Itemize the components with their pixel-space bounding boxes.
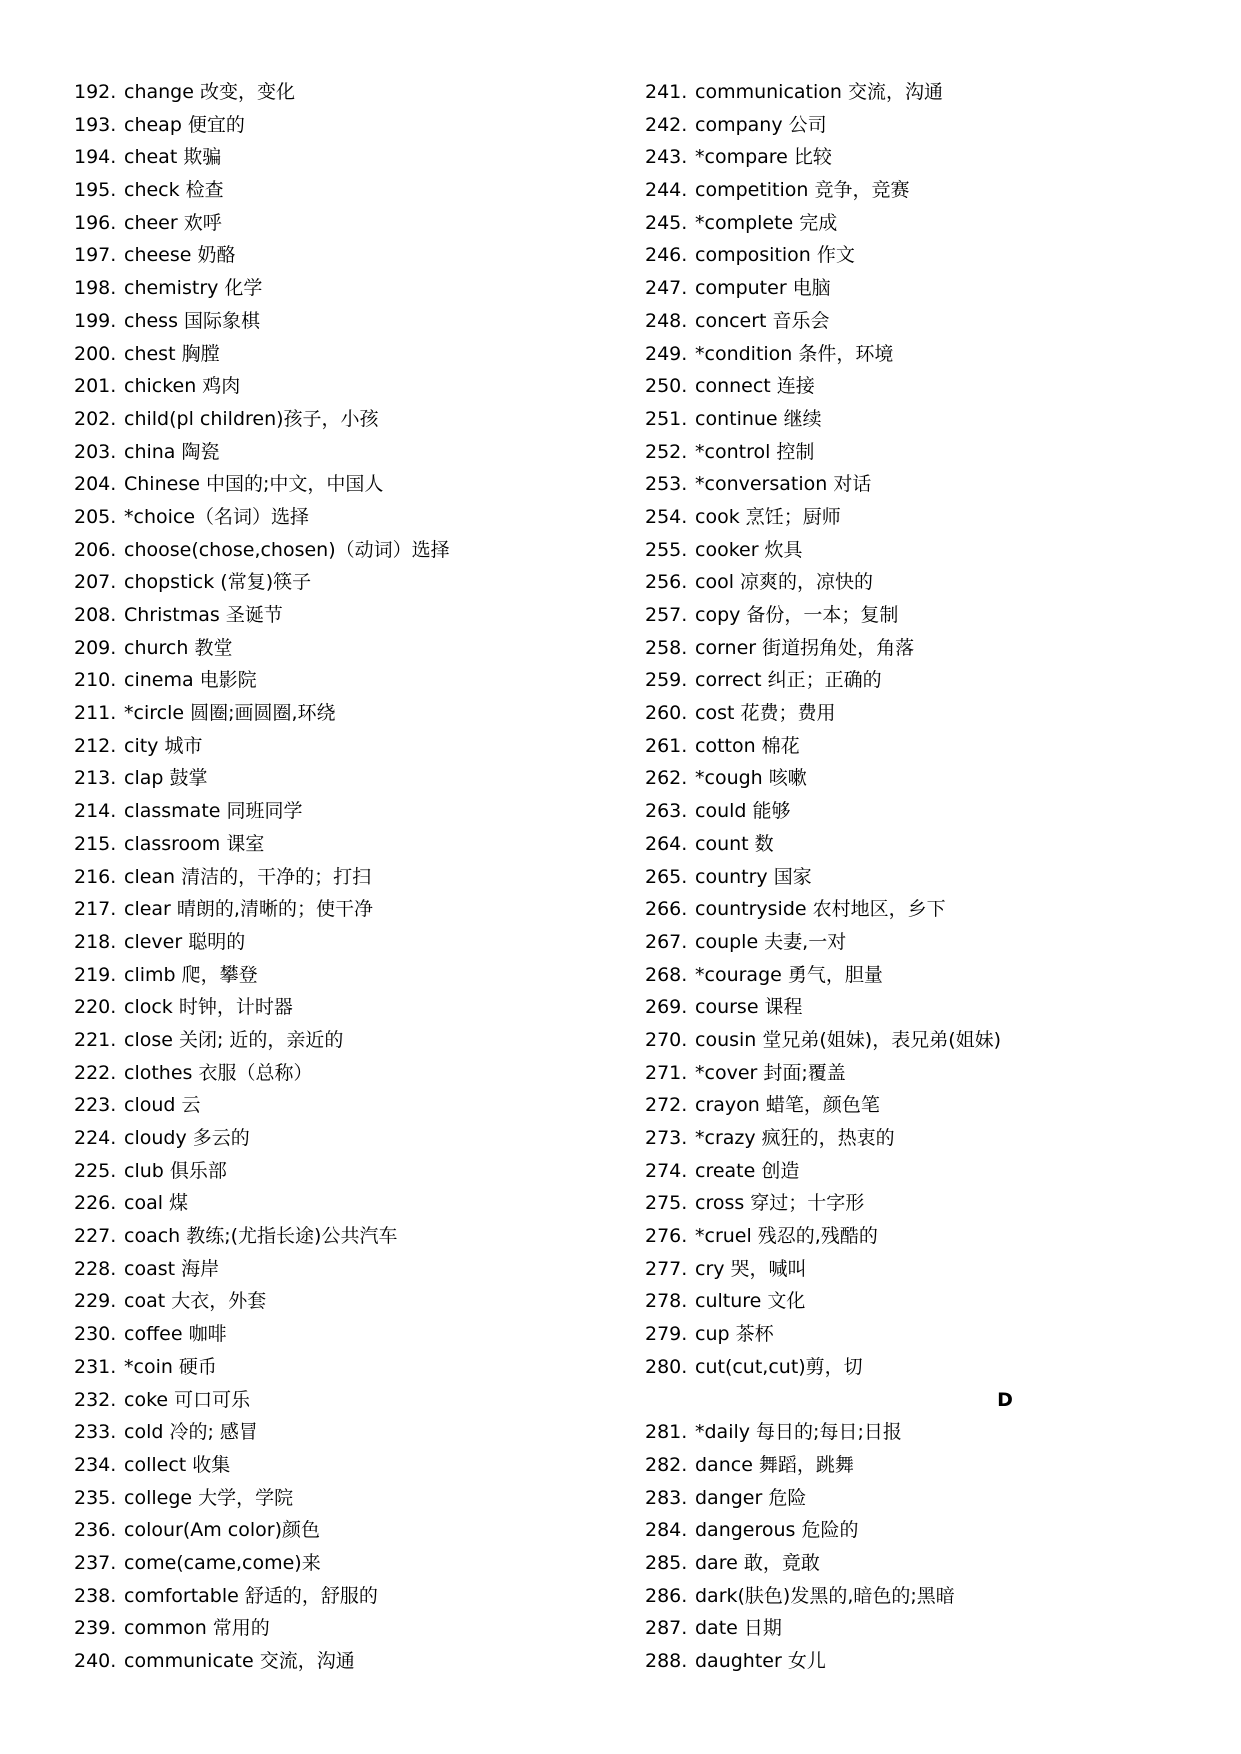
entry-number: 209. <box>74 636 117 659</box>
vocab-entry <box>645 174 1205 207</box>
entry-text: Chinese 中国的;中文，中国人 <box>124 473 384 496</box>
entry-text: computer 电脑 <box>695 277 831 300</box>
vocab-entry <box>645 730 1205 763</box>
entry-number: 203. <box>74 440 117 463</box>
entry-text: chess 国际象棋 <box>124 309 261 332</box>
entry-number: 245. <box>645 211 688 234</box>
entry-number: 196. <box>74 211 117 234</box>
vocab-entry <box>645 566 1205 599</box>
entry-number: 232. <box>74 1388 117 1411</box>
entry-number: 213. <box>74 767 117 790</box>
entry-number: 235. <box>74 1486 117 1509</box>
vocab-entry <box>74 1416 634 1449</box>
vocab-entry <box>74 1285 634 1318</box>
vocab-entry <box>645 828 1205 861</box>
vocab-entry <box>74 795 634 828</box>
entry-text: cooker 炊具 <box>695 538 803 561</box>
entry-text: company 公司 <box>695 113 827 136</box>
entry-number: 224. <box>74 1127 117 1149</box>
entry-text: danger 危险 <box>695 1486 807 1509</box>
entry-text: cheer 欢呼 <box>124 211 222 234</box>
vocab-entry <box>74 959 634 992</box>
vocab-entry <box>645 991 1205 1024</box>
vocab-entry <box>645 1416 1205 1449</box>
vocab-entry <box>74 174 634 207</box>
vocab-entry <box>74 697 634 730</box>
entry-text: dare 敢，竟敢 <box>695 1551 820 1574</box>
entry-number: 247. <box>645 277 688 300</box>
entry-number: 237. <box>74 1551 117 1574</box>
vocab-entry <box>74 991 634 1024</box>
entry-text: coal 煤 <box>124 1192 189 1215</box>
entry-text: come(came,come)来 <box>124 1551 321 1574</box>
vocab-entry <box>645 436 1205 469</box>
entry-text: coast 海岸 <box>124 1257 220 1280</box>
vocab-entry <box>645 370 1205 403</box>
vocab-entry <box>74 1155 634 1188</box>
entry-number: 234. <box>74 1453 117 1476</box>
entry-number: 204. <box>74 473 117 496</box>
entry-number: 287. <box>645 1617 688 1640</box>
entry-text: cousin 堂兄弟(姐妹)，表兄弟(姐妹) <box>695 1028 1002 1051</box>
entry-number: 231. <box>74 1355 117 1378</box>
vocab-entry <box>645 76 1205 109</box>
entry-text: chicken 鸡肉 <box>124 375 241 398</box>
entry-number: 208. <box>74 604 117 626</box>
vocab-entry <box>74 1449 634 1482</box>
entry-text: chest 胸膛 <box>124 342 220 365</box>
entry-text: dangerous 危险的 <box>695 1519 859 1542</box>
entry-number: 222. <box>74 1061 117 1084</box>
entry-number: 267. <box>645 930 688 953</box>
entry-text: child(pl children)孩子，小孩 <box>124 407 379 430</box>
entry-number: 218. <box>74 930 117 953</box>
entry-number: 243. <box>645 146 688 169</box>
vocab-entry <box>645 893 1205 926</box>
entry-number: 206. <box>74 538 117 561</box>
entry-text: could 能够 <box>695 800 791 823</box>
entry-text: *control 控制 <box>695 440 815 463</box>
vocab-entry <box>645 305 1205 338</box>
vocab-entry <box>74 1351 634 1384</box>
vocab-entry <box>74 1057 634 1090</box>
entry-text: cup 茶杯 <box>695 1323 774 1346</box>
vocab-entry <box>74 1514 634 1547</box>
entry-number: 271. <box>645 1061 688 1084</box>
vocab-entry <box>645 762 1205 795</box>
vocab-entry <box>74 403 634 436</box>
entry-text: check 检查 <box>124 179 224 202</box>
entry-text: countryside 农村地区，乡下 <box>695 898 946 921</box>
vocab-entry <box>645 109 1205 142</box>
entry-text: concert 音乐会 <box>695 309 830 332</box>
entry-text: composition 作文 <box>695 244 855 267</box>
entry-number: 199. <box>74 309 117 332</box>
entry-number: 198. <box>74 277 117 300</box>
entry-text: cloudy 多云的 <box>124 1127 250 1149</box>
entry-text: clever 聪明的 <box>124 930 246 953</box>
vocab-entry <box>645 1089 1205 1122</box>
entry-text: cool 凉爽的，凉快的 <box>695 571 874 594</box>
entry-text: *daily 每日的;每日;日报 <box>695 1421 902 1444</box>
vocab-entry <box>645 141 1205 174</box>
vocab-entry <box>74 893 634 926</box>
vocab-entry <box>74 1089 634 1122</box>
entry-text: *cover 封面;覆盖 <box>695 1061 846 1084</box>
entry-number: 251. <box>645 407 688 430</box>
entry-number: 280. <box>645 1355 688 1378</box>
entry-text: count 数 <box>695 832 774 855</box>
entry-text: *cruel 残忍的,残酷的 <box>695 1225 878 1248</box>
entry-text: *condition 条件，环境 <box>695 342 894 365</box>
entry-number: 200. <box>74 342 117 365</box>
entry-text: clothes 衣服（总称） <box>124 1061 313 1084</box>
entry-number: 275. <box>645 1192 688 1215</box>
entry-number: 273. <box>645 1127 688 1149</box>
entry-number: 225. <box>74 1159 117 1182</box>
vocab-entry <box>74 370 634 403</box>
entry-number: 258. <box>645 636 688 659</box>
entry-text: *coin 硬币 <box>124 1355 217 1378</box>
entry-number: 210. <box>74 669 117 692</box>
entry-number: 207. <box>74 571 117 594</box>
entry-number: 282. <box>645 1453 688 1476</box>
vocab-entry <box>645 468 1205 501</box>
entry-text: cost 花费；费用 <box>695 702 836 725</box>
entry-text: choose(chose,chosen)（动词）选择 <box>124 538 450 561</box>
vocab-entry <box>645 1514 1205 1547</box>
entry-number: 220. <box>74 996 117 1019</box>
vocab-entry <box>74 239 634 272</box>
entry-number: 283. <box>645 1486 688 1509</box>
entry-text: classmate 同班同学 <box>124 800 303 823</box>
entry-number: 279. <box>645 1323 688 1346</box>
vocab-entry <box>74 1547 634 1580</box>
entry-text: clap 鼓掌 <box>124 767 208 790</box>
entry-number: 266. <box>645 898 688 921</box>
entry-text: common 常用的 <box>124 1617 270 1640</box>
vocab-entry <box>645 1253 1205 1286</box>
vocab-entry <box>645 1449 1205 1482</box>
entry-text: clock 时钟，计时器 <box>124 996 293 1019</box>
vocab-entry <box>645 664 1205 697</box>
entry-number: 261. <box>645 734 688 757</box>
vocab-entry <box>74 272 634 305</box>
entry-number: 192. <box>74 81 117 103</box>
entry-text: collect 收集 <box>124 1453 231 1476</box>
entry-text: *complete 完成 <box>695 211 838 234</box>
entry-text: *crazy 疯狂的，热衷的 <box>695 1127 895 1149</box>
vocab-entry <box>74 1645 634 1678</box>
entry-text: classroom 课室 <box>124 832 265 855</box>
entry-number: 201. <box>74 375 117 398</box>
vocab-entry <box>645 1187 1205 1220</box>
vocab-entry <box>645 338 1205 371</box>
entry-number: 263. <box>645 800 688 823</box>
entry-text: cinema 电影院 <box>124 669 257 692</box>
left-column <box>74 76 634 1678</box>
entry-number: 286. <box>645 1584 688 1607</box>
vocab-entry <box>645 1612 1205 1645</box>
vocab-entry <box>74 828 634 861</box>
entry-number: 272. <box>645 1094 688 1117</box>
vocab-entry <box>645 1580 1205 1613</box>
entry-text: city 城市 <box>124 734 203 757</box>
vocab-entry <box>74 1253 634 1286</box>
entry-number: 264. <box>645 832 688 855</box>
entry-number: 195. <box>74 179 117 202</box>
vocab-entry <box>645 1155 1205 1188</box>
entry-number: 265. <box>645 865 688 888</box>
entry-text: coat 大衣，外套 <box>124 1290 267 1313</box>
vocab-entry <box>74 599 634 632</box>
entry-text: Christmas 圣诞节 <box>124 604 283 626</box>
entry-number: 246. <box>645 244 688 267</box>
entry-text: course 课程 <box>695 996 803 1019</box>
vocab-entry <box>74 534 634 567</box>
entry-number: 252. <box>645 440 688 463</box>
entry-number: 194. <box>74 146 117 169</box>
entry-text: club 俱乐部 <box>124 1159 227 1182</box>
vocab-entry <box>74 1580 634 1613</box>
vocab-entry <box>74 76 634 109</box>
entry-number: 239. <box>74 1617 117 1640</box>
entry-text: *compare 比较 <box>695 146 832 169</box>
entry-number: 277. <box>645 1257 688 1280</box>
entry-text: copy 备份，一本；复制 <box>695 604 899 626</box>
entry-number: 227. <box>74 1225 117 1248</box>
entry-text: country 国家 <box>695 865 812 888</box>
entry-number: 250. <box>645 375 688 398</box>
section-letter-heading: D <box>997 1388 1013 1411</box>
vocab-entry <box>645 1318 1205 1351</box>
vocab-entry <box>74 1024 634 1057</box>
entry-text: *cough 咳嗽 <box>695 767 807 790</box>
entry-text: cheap 便宜的 <box>124 113 245 136</box>
entry-text: colour(Am color)颜色 <box>124 1519 320 1542</box>
entry-number: 212. <box>74 734 117 757</box>
vocab-entry <box>74 468 634 501</box>
entry-number: 253. <box>645 473 688 496</box>
entry-number: 221. <box>74 1028 117 1051</box>
vocab-entry <box>645 926 1205 959</box>
entry-number: 242. <box>645 113 688 136</box>
entry-text: create 创造 <box>695 1159 800 1182</box>
entry-number: 240. <box>74 1650 117 1672</box>
entry-text: college 大学，学院 <box>124 1486 294 1509</box>
entry-text: coke 可口可乐 <box>124 1388 251 1411</box>
entry-number: 281. <box>645 1421 688 1444</box>
entry-number: 255. <box>645 538 688 561</box>
entry-number: 276. <box>645 1225 688 1248</box>
entry-text: cheese 奶酪 <box>124 244 236 267</box>
entry-text: date 日期 <box>695 1617 782 1640</box>
vocab-entry <box>645 599 1205 632</box>
entry-text: climb 爬，攀登 <box>124 963 258 986</box>
entry-number: 238. <box>74 1584 117 1607</box>
vocab-entry <box>74 109 634 142</box>
entry-text: comfortable 舒适的，舒服的 <box>124 1584 378 1607</box>
entry-text: church 教堂 <box>124 636 233 659</box>
entry-number: 248. <box>645 309 688 332</box>
vocab-entry <box>645 239 1205 272</box>
vocab-entry <box>74 338 634 371</box>
entry-text: cheat 欺骗 <box>124 146 222 169</box>
vocab-entry <box>74 632 634 665</box>
vocab-entry <box>645 1547 1205 1580</box>
entry-text: china 陶瓷 <box>124 440 220 463</box>
entry-number: 229. <box>74 1290 117 1313</box>
vocab-entry <box>645 795 1205 828</box>
entry-number: 193. <box>74 113 117 136</box>
entry-number: 215. <box>74 832 117 855</box>
entry-number: 205. <box>74 505 117 528</box>
vocab-entry <box>74 207 634 240</box>
entry-number: 202. <box>74 407 117 430</box>
entry-number: 274. <box>645 1159 688 1182</box>
entry-number: 285. <box>645 1551 688 1574</box>
vocab-entry <box>645 403 1205 436</box>
vocab-entry <box>74 566 634 599</box>
vocab-entry <box>645 1482 1205 1515</box>
vocab-entry <box>74 730 634 763</box>
entry-text: culture 文化 <box>695 1290 806 1313</box>
entry-text: correct 纠正；正确的 <box>695 669 882 692</box>
entry-number: 249. <box>645 342 688 365</box>
entry-text: couple 夫妻,一对 <box>695 930 847 953</box>
entry-number: 259. <box>645 669 688 692</box>
vocab-entry <box>74 664 634 697</box>
vocab-entry <box>74 1384 634 1417</box>
vocab-entry <box>74 1612 634 1645</box>
entry-text: cry 哭，喊叫 <box>695 1257 807 1280</box>
entry-number: 268. <box>645 963 688 986</box>
entry-text: cloud 云 <box>124 1094 201 1117</box>
vocab-entry <box>645 1351 1205 1384</box>
entry-text: communication 交流，沟通 <box>695 81 943 103</box>
entry-number: 226. <box>74 1192 117 1215</box>
vocab-entry <box>645 1122 1205 1155</box>
entry-number: 233. <box>74 1421 117 1444</box>
entry-number: 236. <box>74 1519 117 1542</box>
vocab-entry <box>74 501 634 534</box>
vocab-entry <box>74 1220 634 1253</box>
vocab-entry <box>645 1645 1205 1678</box>
entry-number: 284. <box>645 1519 688 1542</box>
entry-text: *courage 勇气，胆量 <box>695 963 883 986</box>
entry-number: 260. <box>645 702 688 725</box>
entry-number: 257. <box>645 604 688 626</box>
vocab-entry <box>74 141 634 174</box>
entry-number: 288. <box>645 1650 688 1672</box>
vocab-entry <box>74 305 634 338</box>
entry-number: 216. <box>74 865 117 888</box>
entry-number: 254. <box>645 505 688 528</box>
entry-text: dance 舞蹈，跳舞 <box>695 1453 854 1476</box>
entry-text: cut(cut,cut)剪，切 <box>695 1355 863 1378</box>
entry-number: 270. <box>645 1028 688 1051</box>
entry-number: 262. <box>645 767 688 790</box>
entry-text: cross 穿过；十字形 <box>695 1192 865 1215</box>
vocab-entry <box>645 632 1205 665</box>
vocab-entry <box>74 926 634 959</box>
entry-text: coach 教练;(尤指长途)公共汽车 <box>124 1225 398 1248</box>
entry-text: close 关闭; 近的，亲近的 <box>124 1028 344 1051</box>
entry-text: coffee 咖啡 <box>124 1323 227 1346</box>
entry-text: competition 竞争，竞赛 <box>695 179 910 202</box>
entry-number: 214. <box>74 800 117 823</box>
vocab-entry <box>74 1482 634 1515</box>
entry-text: communicate 交流，沟通 <box>124 1650 355 1672</box>
entry-text: continue 继续 <box>695 407 822 430</box>
vocab-entry <box>645 1057 1205 1090</box>
vocab-entry <box>645 534 1205 567</box>
entry-text: clean 清洁的，干净的；打扫 <box>124 865 372 888</box>
vocab-entry <box>645 861 1205 894</box>
entry-text: chopstick (常复)筷子 <box>124 571 312 594</box>
vocab-entry <box>645 501 1205 534</box>
entry-text: cotton 棉花 <box>695 734 800 757</box>
entry-number: 269. <box>645 996 688 1019</box>
entry-text: change 改变，变化 <box>124 81 295 103</box>
entry-text: connect 连接 <box>695 375 815 398</box>
entry-number: 197. <box>74 244 117 267</box>
vocab-entry <box>74 1318 634 1351</box>
entry-text: daughter 女儿 <box>695 1650 826 1672</box>
entry-text: *circle 圆圈;画圆圈,环绕 <box>124 702 336 725</box>
vocab-entry <box>74 436 634 469</box>
entry-text: dark(肤色)发黑的,暗色的;黑暗 <box>695 1584 955 1607</box>
entry-number: 217. <box>74 898 117 921</box>
vocab-entry <box>74 861 634 894</box>
entry-number: 256. <box>645 571 688 594</box>
entry-number: 228. <box>74 1257 117 1280</box>
vocab-entry <box>645 272 1205 305</box>
vocab-entry <box>645 207 1205 240</box>
entry-text: *conversation 对话 <box>695 473 872 496</box>
vocab-entry <box>74 1122 634 1155</box>
vocab-entry <box>645 959 1205 992</box>
vocab-entry <box>74 762 634 795</box>
entry-text: clear 晴朗的,清晰的；使干净 <box>124 898 373 921</box>
vocab-entry <box>645 1024 1205 1057</box>
vocab-entry <box>645 1285 1205 1318</box>
entry-number: 223. <box>74 1094 117 1117</box>
right-column <box>645 76 1205 1678</box>
entry-text: cold 冷的; 感冒 <box>124 1421 258 1444</box>
entry-number: 219. <box>74 963 117 986</box>
entry-number: 278. <box>645 1290 688 1313</box>
entry-number: 241. <box>645 81 688 103</box>
vocab-entry <box>645 697 1205 730</box>
entry-text: chemistry 化学 <box>124 277 263 300</box>
entry-text: corner 街道拐角处，角落 <box>695 636 915 659</box>
entry-text: crayon 蜡笔，颜色笔 <box>695 1094 880 1117</box>
entry-number: 211. <box>74 702 117 725</box>
entry-number: 230. <box>74 1323 117 1346</box>
entry-number: 244. <box>645 179 688 202</box>
entry-text: cook 烹饪；厨师 <box>695 505 841 528</box>
vocab-entry <box>645 1220 1205 1253</box>
entry-text: *choice（名词）选择 <box>124 505 310 528</box>
vocab-entry <box>74 1187 634 1220</box>
